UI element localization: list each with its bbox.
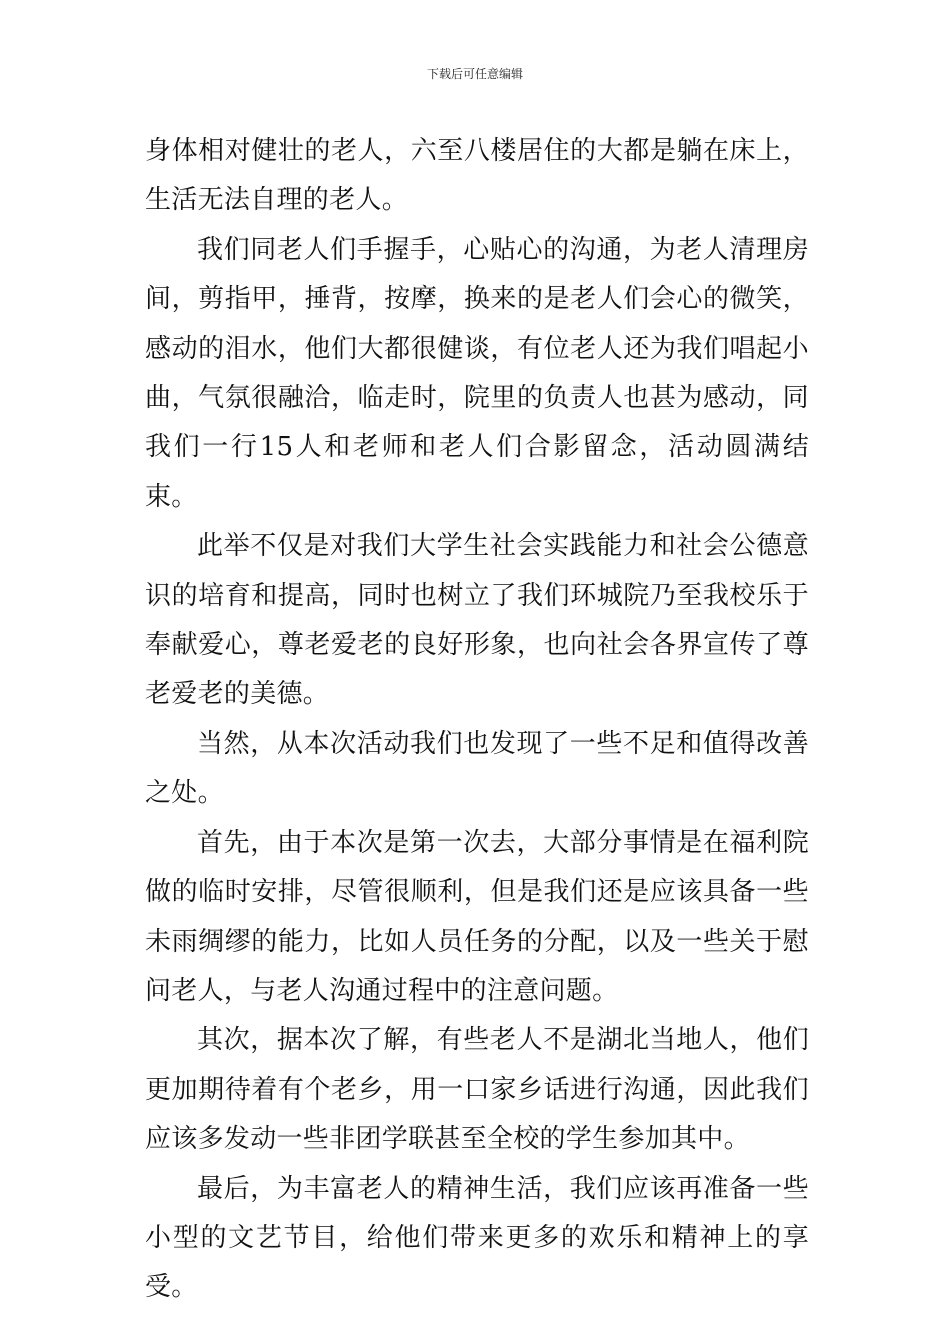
- document-body: [145, 127, 809, 1313]
- page-header: 下载后可任意编辑: [426, 67, 523, 81]
- paragraph: 我们同老人们手握手，心贴心的沟通，为老人清理房间，剪指甲，捶背，按摩，换来的是老人们会心的微笑，感动的泪水，他们大都很健谈，有位老人还为我们唱起小曲，气氛很融洽，临走时，院里的负责人也甚为感动，同我们一行15人和老师和老人们合影留念，活动圆满结束。: [145, 234, 809, 512]
- paragraph: 首先，由于本次是第一次去，大部分事情是在福利院做的临时安排，尽管很顺利，但是我们还是应该具备一些未雨绸缪的能力，比如人员任务的分配，以及一些关于慰问老人，与老人沟通过程中的注意问题。: [145, 827, 809, 1006]
- paragraph: 身体相对健壮的老人，六至八楼居住的大都是躺在床上，生活无法自理的老人。: [145, 136, 809, 216]
- paragraph: 当然，从本次活动我们也发现了一些不足和值得改善之处。: [145, 728, 809, 809]
- paragraph: 此举不仅是对我们大学生社会实践能力和社会公德意识的培育和提高，同时也树立了我们环城院乃至我校乐于奉献爱心，尊老爱老的良好形象，也向社会各界宣传了尊老爱老的美德。: [145, 531, 809, 710]
- paragraph: 其次，据本次了解，有些老人不是湖北当地人，他们更加期待着有个老乡，用一口家乡话进行沟通，因此我们应该多发动一些非团学联甚至全校的学生参加其中。: [145, 1025, 809, 1155]
- paragraph: 最后，为丰富老人的精神生活，我们应该再准备一些小型的文艺节目，给他们带来更多的欢乐和精神上的享受。: [145, 1173, 809, 1303]
